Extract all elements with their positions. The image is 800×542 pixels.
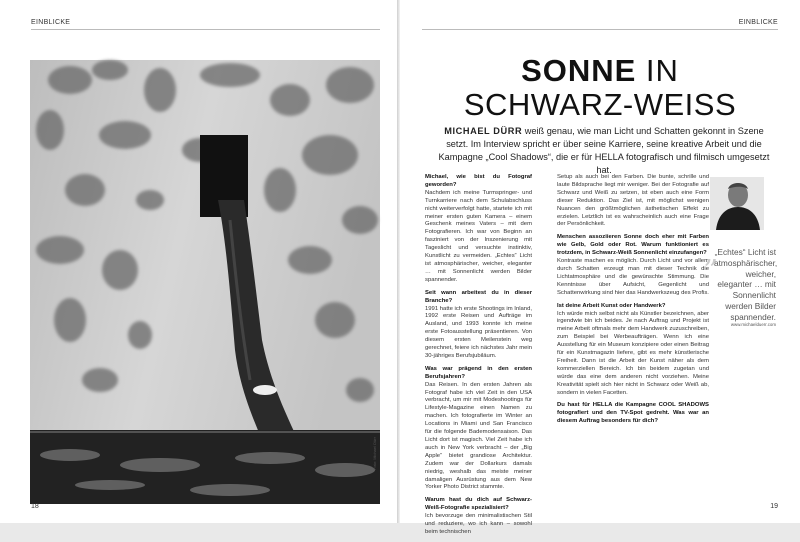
left-page: [0, 0, 397, 523]
website-link[interactable]: www.michaelduerr.com: [730, 322, 776, 327]
qa-block: [425, 174, 532, 285]
photographer-portrait: [710, 177, 764, 230]
section-kicker: EINBLICKE: [738, 19, 778, 26]
photo-credit: Foto: Michael Dürr: [372, 437, 377, 470]
page-number: 19: [770, 503, 778, 510]
qa-block: [557, 303, 709, 398]
question: Ist deine Arbeit Kunst oder Handwerk?: [557, 302, 666, 309]
qa-block: [425, 497, 532, 537]
question: Warum hast du dich auf Schwarz-Weiß-Fotografie spezialisiert?: [425, 497, 532, 512]
answer: Ich bevorzuge den minimalistischen Stil und reduziere, wo ich kann – sowohl beim technischen: [425, 513, 532, 535]
tree-shadow-photo: [30, 60, 380, 504]
qa-block: [557, 234, 709, 297]
qa-block: [557, 402, 709, 426]
qa-block: [425, 290, 532, 361]
text-column-2: [557, 174, 709, 431]
portrait-image: [710, 177, 764, 230]
answer: 1991 hatte ich erste Shootings im Inland, 1992 erste Reisen und Aufträge im Ausland, und 1993 konnte ich meine erste Fotoausstellung präsentieren. Von diesem ersten Meilenstein weg gerechnet, feiere ich nächstes Jahr mein 30-jähriges Berufsjubiläum.: [425, 305, 532, 359]
section-kicker: EINBLICKE: [31, 19, 71, 26]
page-number: 18: [31, 503, 39, 510]
feature-photo: [30, 60, 380, 504]
answer: Ich würde mich selbst nicht als Künstler bezeichnen, aber irgendwie bin ich beides. Je nach Auftrag und Projekt ist meine Arbeit oftmals mehr dem Handwerk zuzuschreiben, zum Beispiel bei Werbeaufträgen. Wenn ich eine Ausstellung für ein Museum konzipiere oder einen Beitrag für ein Kunstmagazin liefere, gibt es mehr künstlerische Freiheit. Dann ist die Arbeit der Kunst näher als dem kommerziellen Bereich. Ich bin beidem zugetan und würde das eine dem anderen nicht vorziehen. Meine Kreativität spielt sich hier nicht in Schwarz oder Weiß ab, sondern in vielen Facetten.: [557, 310, 709, 396]
question: Seit wann arbeitest du in dieser Branche?: [425, 289, 532, 304]
pull-quote: „Echtes“ Licht ist atmosphärischer, weicher, eleganter … mit Sonnenlicht werden Bilder spannender.: [714, 247, 778, 322]
header-rule: [422, 29, 778, 30]
answer: Setup als auch bei den Farben. Die bunte, schrille und laute Bildsprache liegt mir weniger. Bei der Fotografie auf Schwarz und Weiß zu setzen, ist eben auch eine Form dieser Reduktion. Das Ziel ist, mit möglichst wenigen Nuancen den größtmöglichen ästhetischen Effekt zu erzielen. Letztlich ist es wahrscheinlich auch eine Frage der Persönlichkeit.: [557, 174, 709, 228]
header-rule: [31, 29, 380, 30]
article-title-line2: SCHWARZ-WEISS: [463, 87, 737, 122]
title-bold: SONNE: [521, 53, 637, 88]
qa-block: [425, 366, 532, 493]
answer: Nachdem ich meine Turmspringer- und Turnkarriere nach dem Schulabschluss nicht weiterverfolgt hatte, startete ich mit meiner ersten guten Kamera – einem Geschenk meines Vaters – mit dem Fotografieren. Ich war von Beginn an fasziniert von der Inszenierung mit Tageslicht und versuchte instinktiv, Kunstlicht zu vermeiden. „Echtes“ Licht ist atmosphärischer, weicher, eleganter … mit Sonnenlicht werden Bilder spannender.: [425, 189, 532, 283]
quote-mark-icon: „: [704, 236, 719, 269]
lead-name: MICHAEL DÜRR: [444, 126, 523, 136]
lead-text: weiß genau, wie man Licht und Schatten gekonnt in Szene setzt. Im Interview spricht er über seine Karriere, seine kreative Arbeit und die Kampagne „Cool Shadows“, die er für HELLA fotografisch und filmisch umgesetzt hat.: [438, 126, 770, 175]
right-page: [400, 0, 800, 535]
question: Michael, wie bist du Fotograf geworden?: [425, 174, 532, 188]
qa-block: [557, 174, 709, 229]
title-rest: IN: [636, 53, 679, 88]
question: Was war prägend in den ersten Berufsjahren?: [425, 365, 532, 380]
answer: Kontraste machen es möglich. Durch Licht und vor allem durch Schatten erzeugt man mit dieser Technik die Lichtatmosphäre und die gewünschte Stimmung. Die Kenntnisse über Aufsicht, Gegenlicht und Schattenwirkung sind hier das Handwerkszeug des Profis.: [557, 258, 709, 296]
article-title: [400, 53, 800, 89]
answer: Das Reisen. In den ersten Jahren als Fotograf habe ich viel Zeit in den USA verbracht, um mir mit Modeshootings für Lifestyle-Magazine einen Namen zu machen. Ich fotografierte im Winter an Locations in Miami und San Francisco für die folgende Bademodensaison. Das Licht dort ist magisch. Viel Zeit habe ich auch in New York verbracht – der „Big Apple“ bietet grandiose Architektur. Zudem war der Dollarkurs damals niedrig, weshalb das meiste meiner damaligen Ausrüstung aus dem New Yorker Photo District stammte.: [425, 381, 532, 491]
text-column-1: [425, 174, 532, 542]
question: Menschen assoziieren Sonne doch eher mit Farben wie Gelb, Gold oder Rot. Warum funktioniert es trotzdem, in Schwarz-Weiß Sonnenlicht einzufangen?: [557, 234, 709, 257]
question: Du hast für HELLA die Kampagne COOL SHADOWS fotografiert und den TV-Spot gedreht. Was war an diesem Auftrag besonders für dich?: [557, 402, 709, 425]
lead-paragraph: [436, 125, 772, 177]
